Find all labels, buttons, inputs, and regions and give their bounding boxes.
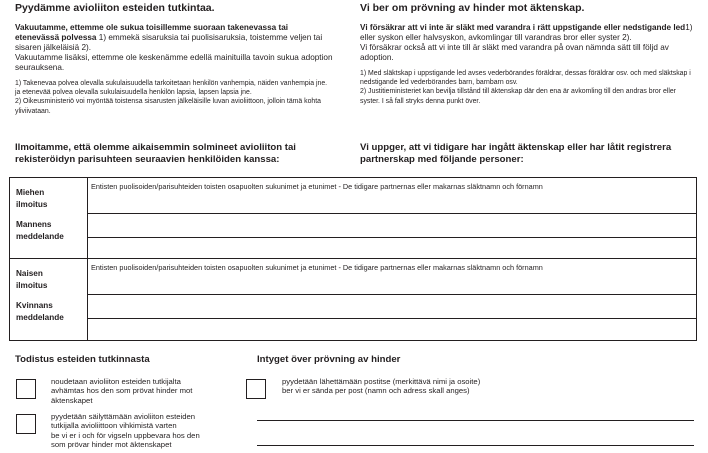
man-partner-input-2[interactable] — [88, 214, 696, 236]
man-partner-input-1[interactable] — [88, 192, 696, 212]
woman-label-sv: Kvinnans meddelande — [16, 301, 64, 322]
sv-adoption-statement: Vi försäkrar också att vi inte till är släkt med varandra på ovan nämnda sätt till följd av adoption. — [360, 43, 669, 62]
fi-footnote-1: 1) Takenevaa polvea olevalla sukulaisuudella tarkoitetaan henkilön vanhempia, näiden vanhempia jne. ja etenevää polvea olevalla sukulaisuudella henkilön lapsia, lapsen lapsia jne. — [15, 80, 328, 97]
woman-label-fi: Naisen ilmoitus — [16, 269, 48, 290]
column-header: Entisten puolisoiden/parisuhteiden toisten osapuolten sukunimet ja etunimet - De tidigare partnernas eller makarnas släktnamn och förnamn — [91, 263, 543, 272]
sv-previous-marriages-header: Vi uppger, att vi tidigare har ingått äktenskap eller har låtit registrera partnerskap med följande personer: — [360, 142, 672, 165]
woman-partner-input-3[interactable] — [88, 319, 696, 339]
pickup-option-label: noudetaan avioliiton esteiden tutkijalta avhämtas hos den som prövat hinder mot äktenskapet — [51, 377, 193, 405]
row-divider — [10, 258, 696, 259]
previous-partners-table-man — [9, 177, 697, 259]
address-line-2[interactable] — [257, 445, 694, 446]
sv-declaration-rest: 1) eller syskon eller halvsyskon, avkomlingar till varandras bror eller syster 2). — [360, 23, 693, 42]
column-header: Entisten puolisoiden/parisuhteiden toisten osapuolten sukunimet ja etunimet - De tidigare partnernas eller makarnas släktnamn och förnamn — [91, 182, 543, 191]
keep-with-examiner-option-label: pyydetään säilyttämään avioliiton esteiden tutkijalla avioliittoon vihkimistä varten be vi er i och för vigseln uppbevara hos den som prövar hinder mot äktenskapet — [51, 412, 200, 449]
send-by-post-checkbox[interactable] — [246, 379, 266, 399]
pickup-checkbox[interactable] — [16, 379, 36, 399]
fi-previous-marriages-header: Ilmoitamme, että olemme aikaisemmin solmineet avioliiton tai rekisteröidyn parisuhteen seuraavien henkilöiden kanssa: — [15, 142, 296, 165]
previous-partners-table-woman — [9, 259, 697, 341]
fi-declaration-rest: 1) emmekä sisaruksia tai puolisisaruksia, toistemme veljen tai sisaren jälkeläisiä 2). — [15, 33, 323, 52]
fi-adoption-statement: Vakuutamme lisäksi, ettemme ole keskenämme edellä mainituilla tavoin sukua adoption seurauksena. — [15, 53, 333, 72]
send-by-post-option-label: pyydetään lähettämään postitse (merkittävä nimi ja osoite) ber vi er sända per post (namn och adress skall anges) — [282, 377, 481, 396]
fi-declaration — [15, 23, 333, 53]
fi-footnote-2: 2) Oikeusministeriö voi myöntää toistensa sisarusten jälkeläisille luvan avioliittoon, jolloin tämä kohta yliviivataan. — [15, 98, 322, 115]
sv-footnote-2: 2) Justitieministeriet kan bevilja tillstånd till äktenskap där den ena är avkomling till den andras bror eller syster. I så fall stryks denna punkt över. — [360, 88, 676, 105]
sv-declaration — [360, 23, 695, 43]
fi-footnotes — [15, 79, 333, 116]
man-label-fi: Miehen ilmoitus — [16, 188, 48, 209]
man-partner-input-3[interactable] — [88, 238, 696, 258]
keep-with-examiner-checkbox[interactable] — [16, 414, 36, 434]
certificate-title-fi: Todistus esteiden tutkinnasta — [15, 354, 150, 365]
sv-footnotes — [360, 69, 695, 106]
man-label-sv: Mannens meddelande — [16, 220, 64, 241]
woman-partner-input-2[interactable] — [88, 295, 696, 317]
woman-partner-input-1[interactable] — [88, 273, 696, 293]
finnish-section — [15, 2, 333, 116]
sv-footnote-1: 1) Med släktskap i uppstigande led avses vederbörandes föräldrar, dessas föräldrar osv. och med släktskap i nedstigande led vederbörandes barn, barnbarn osv. — [360, 70, 691, 87]
swedish-section — [360, 2, 695, 106]
address-line-1[interactable] — [257, 420, 694, 421]
certificate-title-sv: Intyget över prövning av hinder — [257, 354, 401, 365]
sv-title: Vi ber om prövning av hinder mot äktenskap. — [360, 2, 585, 14]
sv-declaration-bold: Vi försäkrar att vi inte är släkt med varandra i rätt uppstigande eller nedstigande led — [360, 23, 686, 32]
fi-title: Pyydämme avioliiton esteiden tutkintaa. — [15, 2, 215, 14]
fi-declaration-bold: Vakuutamme, ettemme ole sukua toisillemme suoraan takenevassa tai etenevässä polvessa — [15, 23, 289, 42]
